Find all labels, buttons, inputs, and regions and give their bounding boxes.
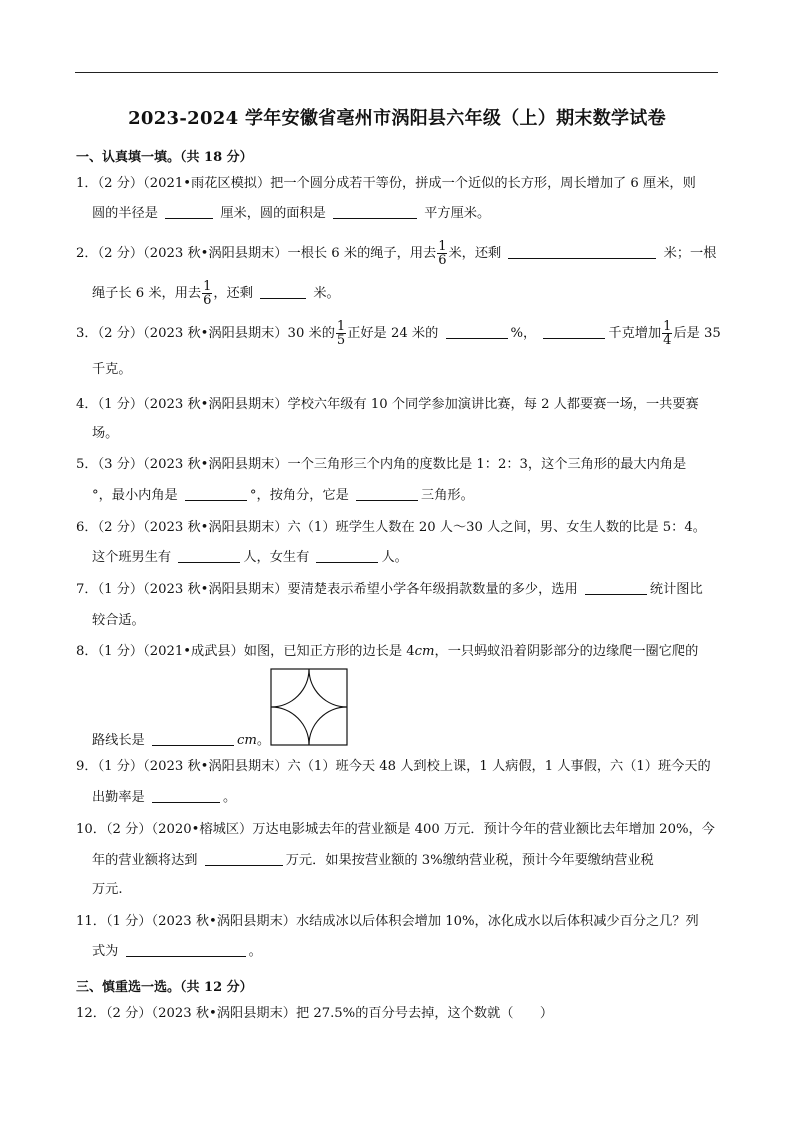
answer-blank[interactable] [165,204,213,219]
question-7-line-1: 7．（1 分）（2023 秋•涡阳县期末）要清楚表示希望小学各年级捐款数量的多少，选用 统计图比 [76,582,703,597]
question-7-line-2: 较合适。 [92,613,145,628]
answer-blank[interactable] [543,324,605,339]
answer-blank[interactable] [356,486,418,501]
answer-blank[interactable] [126,942,246,957]
star-arcs [271,669,347,745]
square-outline [271,669,347,745]
fraction: $\frac{1}{6}$ [438,239,447,268]
question-2-line-2: 绳子长 6 米，用去 $\frac{1}{6}$ ，还剩 米。 [92,279,340,308]
question-11-line-2: 式为 。 [92,944,262,959]
question-4-line-2: 场。 [92,426,119,441]
header-rule [75,72,718,73]
question-9-line-1: 9．（1 分）（2023 秋•涡阳县期末）六（1）班今天 48 人到校上课，1 人病假，1 人事假，六（1）班今天的 [76,759,711,774]
answer-blank[interactable] [260,284,306,299]
question-12-line-1: 12．（2 分）（2023 秋•涡阳县期末）把 27.5%的百分号去掉，这个数就（ ） [76,1006,554,1021]
question-10-line-3: 万元. [92,882,123,897]
answer-blank[interactable] [508,244,656,259]
square-arcs-figure [270,668,348,746]
answer-blank[interactable] [316,548,378,563]
question-3-line-1: 3．（2 分）（2023 秋•涡阳县期末）30 米的 $\frac{1}{5}$ 正好是 24 米的 %， 千克增加 $\frac{1}{4}$ 后是 35 [76,319,721,348]
answer-blank[interactable] [585,580,647,595]
question-8-line-1: 8．（1 分）（2021•成武县）如图，已知正方形的边长是 4cm，一只蚂蚁沿着阴影部分的边缘爬一圈它爬的 [76,644,699,659]
answer-blank[interactable] [446,324,508,339]
fraction: $\frac{1}{4}$ [663,319,672,348]
question-1-line-2: 圆的半径是 厘米，圆的面积是 平方厘米。 [92,206,491,221]
question-6-line-1: 6．（2 分）（2023 秋•涡阳县期末）六（1）班学生人数在 20 人～30 人之间，男、女生人数的比是 5：4。 [76,520,706,535]
answer-blank[interactable] [205,851,283,866]
section-heading-3: 三、慎重选一选。（共 12 分） [76,980,253,995]
question-10-line-2: 年的营业额将达到 万元．如果按营业额的 3%缴纳营业税，预计今年要缴纳营业税 [92,853,654,868]
question-11-line-1: 11．（1 分）（2023 秋•涡阳县期末）水结成冰以后体积会增加 10%，冰化成水以后体积减少百分之几？列 [76,914,699,929]
question-3-line-2: 千克。 [92,362,132,377]
answer-blank[interactable] [185,486,247,501]
question-5-line-1: 5．（3 分）（2023 秋•涡阳县期末）一个三角形三个内角的度数比是 1：2：3，这个三角形的最大内角是 [76,457,687,472]
fraction: $\frac{1}{5}$ [336,319,346,348]
question-4-line-1: 4．（1 分）（2023 秋•涡阳县期末）学校六年级有 10 个同学参加演讲比赛，每 2 人都要赛一场，一共要赛 [76,397,699,412]
fraction: $\frac{1}{6}$ [203,279,212,308]
question-2-line-1: 2．（2 分）（2023 秋•涡阳县期末）一根长 6 米的绳子，用去 $\frac{1}{6}$ 米，还剩 米；一根 [76,239,717,268]
question-6-line-2: 这个班男生有 人，女生有 人。 [92,550,408,565]
question-8-line-2: 路线长是 cm。 [92,733,271,748]
answer-blank[interactable] [152,788,220,803]
section-heading-1: 一、认真填一填。（共 18 分） [76,150,253,165]
question-10-line-1: 10．（2 分）（2020•榕城区）万达电影城去年的营业额是 400 万元．预计今年的营业额比去年增加 20%，今 [76,822,715,837]
answer-blank[interactable] [152,731,234,746]
answer-blank[interactable] [178,548,240,563]
question-9-line-2: 出勤率是 。 [92,790,237,805]
question-5-line-2: °，最小内角是 °，按角分，它是 三角形。 [92,488,474,503]
question-1-line-1: 1．（2 分）（2021•雨花区模拟）把一个圆分成若干等份，拼成一个近似的长方形，周长增加了 6 厘米，则 [76,176,696,191]
exam-title: 2023-2024 学年安徽省亳州市涡阳县六年级（上）期末数学试卷 [128,108,666,129]
answer-blank[interactable] [333,204,417,219]
